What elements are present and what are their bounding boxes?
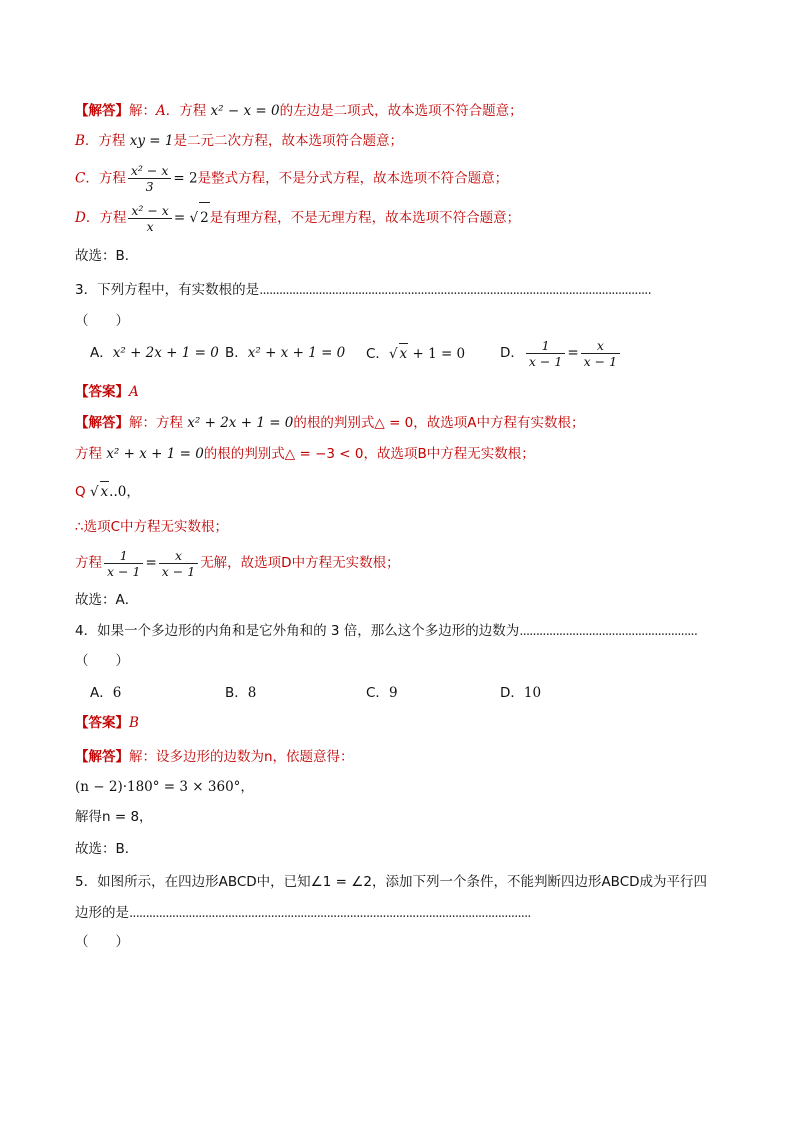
q3-sol-2: 方程 x² + x + 1 = 0的根的判别式△ = −3 < 0，故选项B中方程无实数根； <box>75 446 535 462</box>
q4-sol-2: (n − 2)·180° = 3 × 360°， <box>75 779 254 795</box>
sol2-line-c: C．方程 $\frac{\text{x² − x}}{3}$ = 2是整式方程，不是分式方程，故本选项不符合题意； <box>75 163 509 194</box>
q3-option-d: D． $\frac{1}{x - 1}$ = $\frac{x}{x - 1}$ <box>500 336 622 370</box>
q3-sol-1: 【解答】解：方程 x² + 2x + 1 = 0的根的判别式△ = 0，故选项A中方程有实数根； <box>75 415 585 431</box>
q3-stem: 3．下列方程中，有实数根的是....................................................................................................................... <box>75 282 651 298</box>
sqrt-symbol: √ <box>189 210 199 226</box>
q4-sol-3: 解得n = 8， <box>75 809 153 825</box>
q4-answer: 【答案】B <box>75 715 139 731</box>
solution-tag: 【解答】 <box>75 103 129 119</box>
sol2-line-d: D．方程 $\frac{\text{x² − x}}{x}$ = √ 2是有理方程，不是无理方程，故本选项不符合题意； <box>75 202 521 234</box>
q4-stem: 4．如果一个多边形的内角和是它外角和的 3 倍，那么这个多边形的边数为...................................................... <box>75 623 697 639</box>
leader-dots: .......................................................................................................................... <box>129 905 531 921</box>
q4-option-c: C．9 <box>366 685 398 701</box>
sol2-line-b: B．方程 xy = 1是二元二次方程，故本选项符合题意； <box>75 133 403 149</box>
sqrt-symbol: √ <box>89 484 99 500</box>
fraction: $\frac{\text{x² − x}}{x}$ <box>128 203 172 234</box>
equation: xy = 1 <box>129 133 174 149</box>
q4-option-d: D．10 <box>500 685 542 701</box>
q3-sol-4: ∴选项C中方程无实数根； <box>75 519 229 535</box>
leader-dots: ....................................................................................................................... <box>259 282 651 298</box>
q5-paren: （ ） <box>75 934 129 950</box>
q3-option-a: A．x² + 2x + 1 = 0 <box>90 345 219 361</box>
sqrt-symbol: √ <box>388 346 398 362</box>
q3-option-c: C．√ x + 1 = 0 <box>366 343 465 364</box>
fraction: $\frac{\text{x² − x}}{3}$ <box>128 163 172 194</box>
q3-option-b: B．x² + x + 1 = 0 <box>225 345 346 361</box>
q4-option-a: A．6 <box>90 685 122 701</box>
sol2-line-a: 【解答】解：A．方程 x² − x = 0的左边是二项式，故本选项不符合题意； <box>75 103 523 119</box>
q4-option-b: B．8 <box>225 685 257 701</box>
q5-stem-2: 边形的是.......................................................................................................................... <box>75 905 531 921</box>
q4-paren: （ ） <box>75 653 129 669</box>
q5-stem-1: 5．如图所示，在四边形ABCD中，已知∠1 = ∠2，添加下列一个条件，不能判断四边形ABCD成为平行四 <box>75 874 708 890</box>
equation: x² − x = 0 <box>210 103 280 119</box>
sol2-choose: 故选：B． <box>75 248 139 264</box>
q4-choose: 故选：B． <box>75 841 139 857</box>
q3-paren: （ ） <box>75 313 129 329</box>
q3-sol-5: 方程 $\frac{1}{x - 1}$ = $\frac{x}{x - 1}$ 无解，故选项D中方程无实数根； <box>75 547 400 579</box>
q3-sol-3: Q √ x..0， <box>75 481 140 502</box>
leader-dots: ...................................................... <box>519 623 697 639</box>
q3-choose: 故选：A． <box>75 592 139 608</box>
q4-sol-1: 【解答】解：设多边形的边数为n，依题意得： <box>75 749 354 765</box>
q3-answer: 【答案】A <box>75 384 139 400</box>
